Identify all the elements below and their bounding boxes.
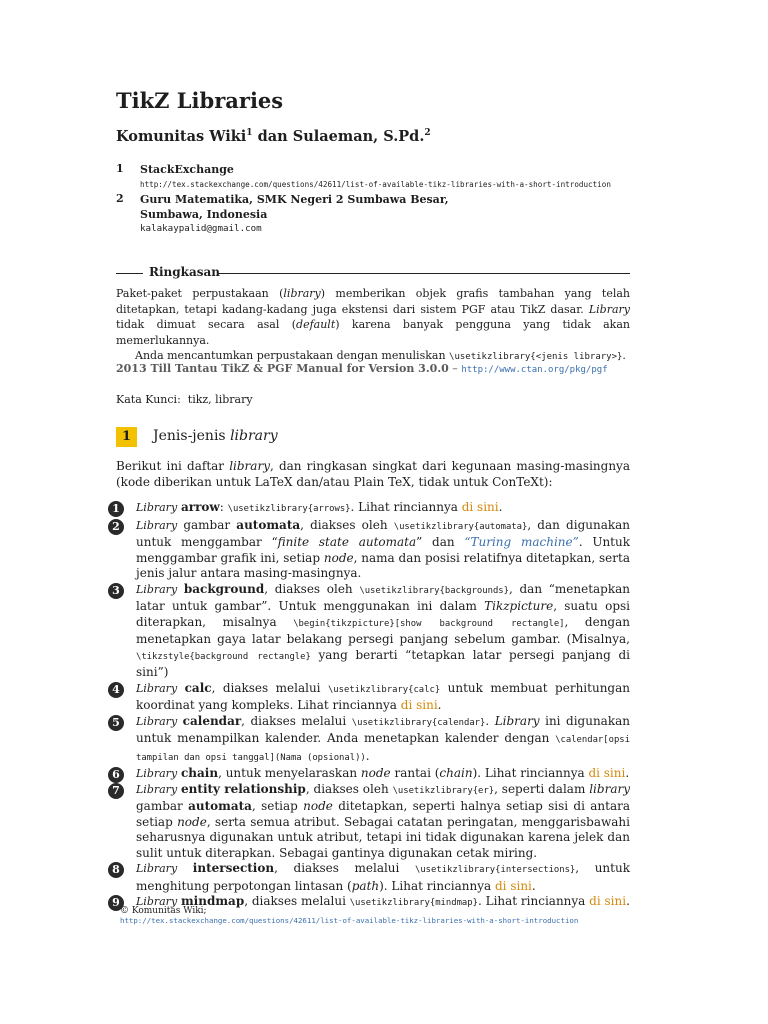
keywords-label: Kata Kunci: — [116, 393, 181, 406]
item-text: . — [626, 894, 630, 908]
item-text: yang berarti “tetapkan latar persegi panjang di sini”) — [136, 647, 631, 679]
item-number-badge: 8 — [108, 862, 124, 878]
item-code: \begin{tikzpicture}[show background rectangle] — [293, 618, 565, 629]
item-text: , dan “menetapkan latar untuk gambar”. Untuk menggunakan ini dalam — [136, 581, 631, 613]
section-title-italic: library — [230, 428, 278, 444]
item-italic: library — [589, 781, 630, 796]
item-code: \usetikzlibrary{calendar} — [351, 717, 486, 728]
affiliation-email[interactable]: kalakaypalid@gmail.com — [140, 223, 262, 234]
item-number-badge: 3 — [108, 583, 124, 599]
list-item — [112, 713, 630, 767]
item-text: , diakses melalui — [241, 713, 352, 728]
item-library-word: Library — [136, 714, 178, 728]
item-text: , diakses melalui — [211, 680, 328, 695]
item-code: \usetikzlibrary{calc} — [327, 684, 441, 695]
item-text: , dan digunakan untuk menggambar “ — [136, 517, 631, 549]
section-title — [153, 428, 278, 444]
author-joiner: dan — [252, 128, 293, 145]
item-link[interactable]: di sini — [461, 500, 499, 514]
abstract-italic: Library — [588, 302, 630, 316]
item-text: , diakses oleh — [264, 581, 360, 596]
heading-rule-left — [116, 273, 143, 274]
item-text: . — [531, 878, 536, 893]
section-title-text: Jenis-jenis — [153, 428, 231, 444]
item-text: . — [498, 500, 503, 514]
item-italic: path — [351, 878, 380, 893]
item-text: . Lihat rinciannya — [477, 894, 590, 908]
item-number-badge: 7 — [108, 783, 124, 799]
item-italic: Library — [494, 713, 540, 728]
item-content — [136, 714, 630, 767]
item-library-name: chain — [180, 766, 219, 780]
item-library-name: automata — [188, 799, 252, 813]
item-link[interactable]: di sini — [589, 894, 627, 908]
intro-italic: library — [229, 459, 270, 473]
intro-text: Berikut ini daftar — [116, 459, 230, 473]
item-library-word: Library — [136, 782, 178, 796]
list-item — [112, 500, 630, 518]
item-content — [136, 582, 630, 681]
page-footer — [120, 906, 634, 925]
abstract-italic: default — [296, 318, 336, 331]
item-number-badge: 1 — [108, 501, 124, 517]
item-text: untuk membuat perhitungan koordinat yang kompleks. Lihat rinciannya — [136, 680, 630, 712]
abstract-text: ) karena banyak pengguna yang tidak akan memerlukannya. — [116, 318, 630, 347]
paper-title: TikZ Libraries — [116, 88, 284, 113]
item-content — [136, 766, 630, 782]
item-content — [136, 861, 630, 894]
item-library-name: entity relationship — [181, 781, 306, 796]
affiliation-line-2: Sumbawa, Indonesia — [140, 208, 268, 221]
affiliation-line-1: Guru Matematika, SMK Negeri 2 Sumbawa Besar, — [140, 193, 449, 206]
affiliation-number: 2 — [116, 192, 124, 205]
item-content — [136, 518, 630, 582]
item-link[interactable]: di sini — [588, 766, 626, 780]
reference-dash: – — [448, 362, 462, 375]
author-2: Sulaeman, S.Pd. — [292, 128, 425, 145]
item-library-word: Library — [136, 681, 178, 695]
item-library-word: Library — [136, 582, 178, 596]
list-item — [112, 766, 630, 782]
item-library-word: Library — [136, 895, 178, 908]
list-item — [112, 517, 631, 582]
item-text: , diakses melalui — [274, 861, 415, 875]
keywords-value: tikz, library — [187, 393, 253, 406]
footer-url[interactable]: http://tex.stackexchange.com/questions/42611/list-of-available-tikz-libraries-with-a-short-introduction — [120, 916, 579, 925]
intro-text: , dan ringkasan singkat dari kegunaan masing-masingnya (kode diberikan untuk LaTeX dan/atau Plain TeX, tidak untuk ConTeXt): — [116, 459, 630, 489]
item-text: ditetapkan, seperti halnya setiap sisi di antara setiap — [136, 799, 630, 829]
abstract-label: Ringkasan — [149, 265, 220, 279]
item-text: , dengan menetapkan gaya latar belakang persegi panjang sebelum gambar. (Misalnya, — [136, 614, 630, 646]
item-text: ). Lihat rinciannya — [379, 878, 495, 893]
item-text: , suatu opsi diterapkan, misalnya — [136, 599, 630, 629]
item-library-name: intersection — [192, 861, 275, 875]
item-code: \usetikzlibrary{mindmap} — [349, 898, 478, 908]
item-italic: node — [177, 814, 207, 829]
item-text: ). Lihat rinciannya — [472, 766, 589, 780]
reference-line — [116, 362, 608, 375]
item-italic: node — [303, 799, 333, 813]
footer-copyright: © Komunitas Wiki; — [120, 906, 207, 916]
item-link[interactable]: di sini — [400, 698, 438, 712]
item-text: , diakses oleh — [305, 781, 393, 796]
item-text: gambar — [177, 517, 237, 532]
item-italic: node — [323, 550, 354, 565]
author-2-affil-mark: 2 — [424, 128, 431, 139]
item-library-name: mindmap — [180, 894, 245, 908]
item-text: , nama dan posisi relatifnya ditetapkan, serta jenis jalur antara masing-masingnya. — [136, 550, 631, 580]
abstract-code: \usetikzlibrary{<jenis library>} — [449, 352, 623, 362]
abstract-paragraph-1 — [116, 286, 630, 348]
item-text: , diakses oleh — [300, 517, 394, 532]
item-italic: finite state automata — [277, 535, 417, 549]
abstract-text: ) memberikan objek grafis tambahan yang telah ditetapkan, tetapi kadang-kadang juga ekstensi dari sistem PGF atau TikZ dasar. — [116, 287, 631, 316]
reference-text: 2013 Till Tantau TikZ & PGF Manual for Version 3.0.0 — [116, 362, 449, 375]
item-text: . — [437, 698, 442, 712]
item-content — [136, 681, 630, 714]
item-italic: node — [360, 766, 391, 780]
item-number-badge: 2 — [108, 519, 124, 535]
author-1: Komunitas Wiki — [116, 128, 247, 145]
item-library-word: Library — [136, 518, 178, 532]
abstract-heading — [116, 265, 630, 281]
heading-rule-right — [218, 273, 630, 274]
item-library-word: Library — [136, 501, 178, 514]
abstract-text: Paket-paket perpustakaan ( — [116, 287, 284, 300]
item-code: \usetikzlibrary{intersections} — [414, 865, 576, 875]
item-text: gambar — [136, 799, 189, 813]
item-text: . — [625, 766, 630, 780]
item-text: , seperti dalam — [494, 781, 590, 796]
affiliation-url[interactable]: http://tex.stackexchange.com/questions/42611/list-of-available-tikz-libraries-with-a-short-introduction — [140, 180, 611, 189]
affiliation-name: StackExchange — [140, 163, 234, 176]
author-line — [116, 128, 431, 145]
affiliation-number: 1 — [116, 162, 124, 175]
section-number-badge: 1 — [116, 427, 137, 447]
item-text: , setiap — [251, 799, 304, 813]
item-number-badge: 9 — [108, 895, 124, 911]
reference-link[interactable]: http://www.ctan.org/pkg/pgf — [461, 365, 608, 375]
item-code: \usetikzlibrary{automata} — [393, 521, 528, 532]
list-item — [112, 680, 630, 714]
item-code: \tikzstyle{background rectangle} — [136, 651, 311, 662]
item-text: ini digunakan untuk menampilkan kalender. Anda menetapkan kalender dengan — [136, 713, 630, 745]
item-italic: Tikzpicture — [484, 599, 554, 613]
abstract-text: tidak dimuat secara asal ( — [116, 318, 297, 331]
item-content — [136, 782, 630, 862]
abstract-body — [116, 286, 630, 366]
item-library-name: calendar — [182, 713, 242, 728]
item-library-name: arrow — [180, 500, 220, 514]
abstract-text: . — [622, 349, 626, 362]
item-text: rantai ( — [390, 766, 440, 780]
author-1-affil-mark: 1 — [246, 128, 253, 139]
list-item — [112, 781, 630, 862]
item-number-badge: 6 — [108, 767, 124, 783]
item-number-badge: 5 — [108, 715, 124, 731]
item-text: ” dan — [416, 535, 465, 549]
item-code: \usetikzlibrary{backgrounds} — [359, 585, 509, 596]
item-library-word: Library — [136, 862, 178, 875]
keywords — [116, 393, 253, 406]
intro-paragraph — [116, 458, 630, 490]
item-content — [136, 500, 630, 518]
item-text: . — [485, 713, 495, 728]
item-text: . Lihat rinciannya — [350, 500, 462, 514]
list-item — [112, 861, 630, 894]
item-link[interactable]: di sini — [494, 878, 532, 893]
item-number-badge: 4 — [108, 682, 124, 698]
item-library-word: Library — [136, 767, 178, 780]
item-text: , serta semua atribut. Sebagai catatan peringatan, menggarisbawahi seharusnya digunakan untuk atribut, tetapi ini tidak digunakan karena jelek dan sulit untuk diterapkan. Sebagai gantinya digunakan cetak miring. — [136, 814, 630, 860]
item-text: , untuk menghitung perpotongan lintasan ( — [136, 861, 630, 893]
item-library-name: calc — [184, 680, 212, 695]
abstract-text: Anda mencantumkan perpustakaan dengan menuliskan — [135, 349, 450, 362]
item-link[interactable]: “Turing machine” — [464, 535, 579, 549]
library-list — [112, 500, 631, 912]
item-text: . Untuk menggambar grafik ini, setiap — [136, 535, 631, 565]
item-code: \usetikzlibrary{er} — [392, 785, 495, 796]
item-text: . — [365, 748, 370, 763]
item-italic: chain — [439, 766, 473, 780]
item-text: , diakses melalui — [244, 894, 350, 908]
item-library-name: background — [183, 581, 265, 596]
item-text: : — [219, 500, 228, 514]
item-library-name: automata — [236, 517, 301, 532]
abstract-italic: library — [283, 287, 321, 300]
item-code: \usetikzlibrary{arrows} — [227, 504, 351, 514]
list-item — [112, 581, 631, 681]
item-code: \calendar[opsi tampilan dan opsi tanggal](Nama (opsional)) — [136, 735, 630, 763]
item-text: , untuk menyelaraskan — [218, 766, 361, 780]
